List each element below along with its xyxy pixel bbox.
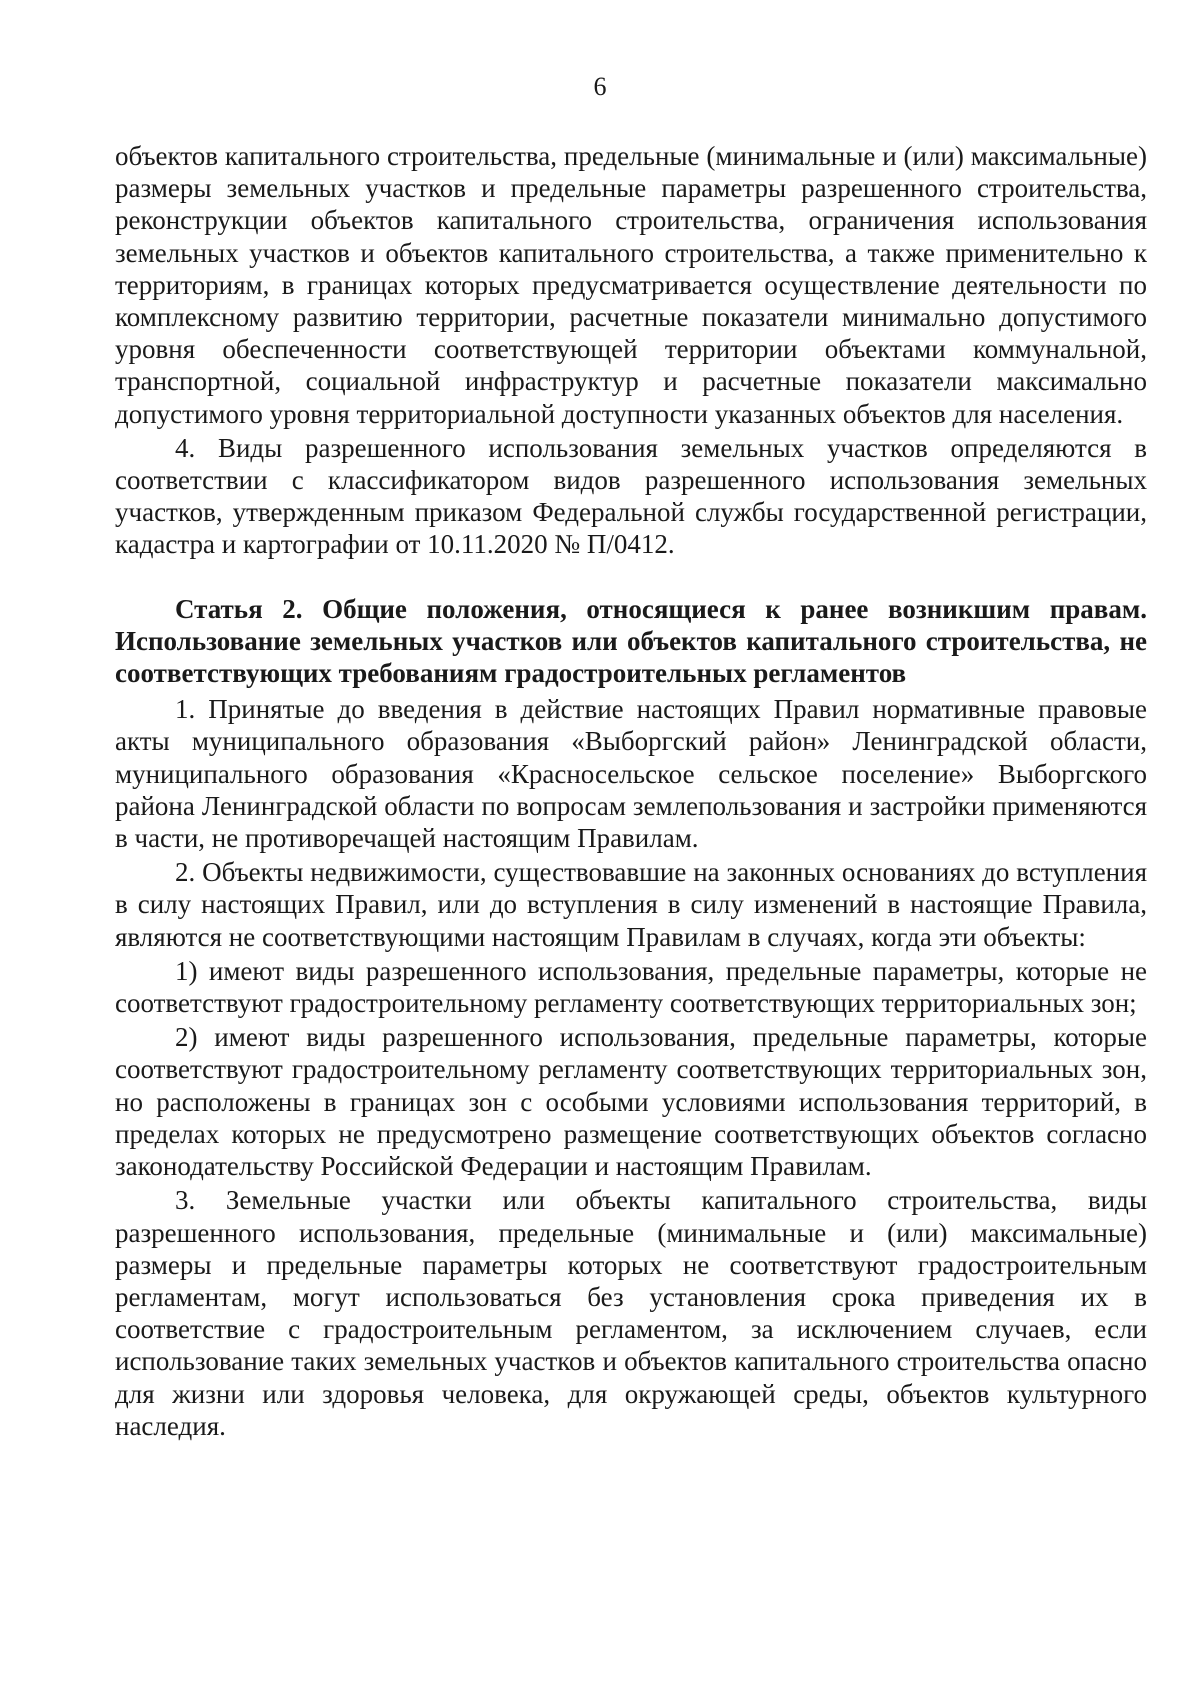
- paragraph-subitem-1: 1) имеют виды разрешенного использования, предельные параметры, которые не соответствуют градостроительному регламенту соответствующих территориальных зон;: [115, 955, 1147, 1019]
- page-number: 6: [593, 72, 607, 101]
- paragraph-item-1: 1. Принятые до введения в действие настоящих Правил нормативные правовые акты муниципального образования «Выборгский район» Ленинградской области, муниципального образования «Красносельское сельское поселение» Выборгского района Ленинградской области по вопросам землепользования и застройки применяются в части, не противоречащей настоящим Правилам.: [115, 694, 1147, 854]
- paragraph-subitem-2: 2) имеют виды разрешенного использования, предельные параметры, которые соответствуют градостроительному регламенту соответствующих территориальных зон, но расположены в границах зон с особыми условиями использования территорий, в пределах которых не предусмотрено размещение соответствующих объектов согласно законодательству Российской Федерации и настоящим Правилам.: [115, 1022, 1147, 1182]
- paragraph-item-3: 3. Земельные участки или объекты капитального строительства, виды разрешенного использования, предельные (минимальные и (или) максимальные) размеры и предельные параметры которых не соответствуют градостроительным регламентам, могут использоваться без установления срока приведения их в соответствие с градостроительным регламентом, за исключением случаев, если использование таких земельных участков и объектов капитального строительства опасно для жизни или здоровья человека, для окружающей среды, объектов культурного наследия.: [115, 1185, 1147, 1441]
- document-body: [115, 140, 1147, 1442]
- article-heading: Статья 2. Общие положения, относящиеся к ранее возникшим правам. Использование земельных участков или объектов капитального строительства, не соответствующих требованиям градостроительных регламентов: [115, 593, 1147, 689]
- paragraph-item-4: 4. Виды разрешенного использования земельных участков определяются в соответствии с классификатором видов разрешенного использования земельных участков, утвержденным приказом Федеральной службы государственной регистрации, кадастра и картографии от 10.11.2020 № П/0412.: [115, 432, 1147, 560]
- paragraph-item-2: 2. Объекты недвижимости, существовавшие на законных основаниях до вступления в силу настоящих Правил, или до вступления в силу изменений в настоящие Правила, являются не соответствующими настоящим Правилам в случаях, когда эти объекты:: [115, 857, 1147, 952]
- paragraph-continuation: объектов капитального строительства, предельные (минимальные и (или) максимальные) размеры земельных участков и предельные параметры разрешенного строительства, реконструкции объектов капитального строительства, ограничения использования земельных участков и объектов капитального строительства, а также применительно к территориям, в границах которых предусматривается осуществление деятельности по комплексному развитию территории, расчетные показатели минимально допустимого уровня обеспеченности соответствующей территории объектами коммунальной, транспортной, социальной инфраструктур и расчетные показатели максимально допустимого уровня территориальной доступности указанных объектов для населения.: [115, 141, 1147, 429]
